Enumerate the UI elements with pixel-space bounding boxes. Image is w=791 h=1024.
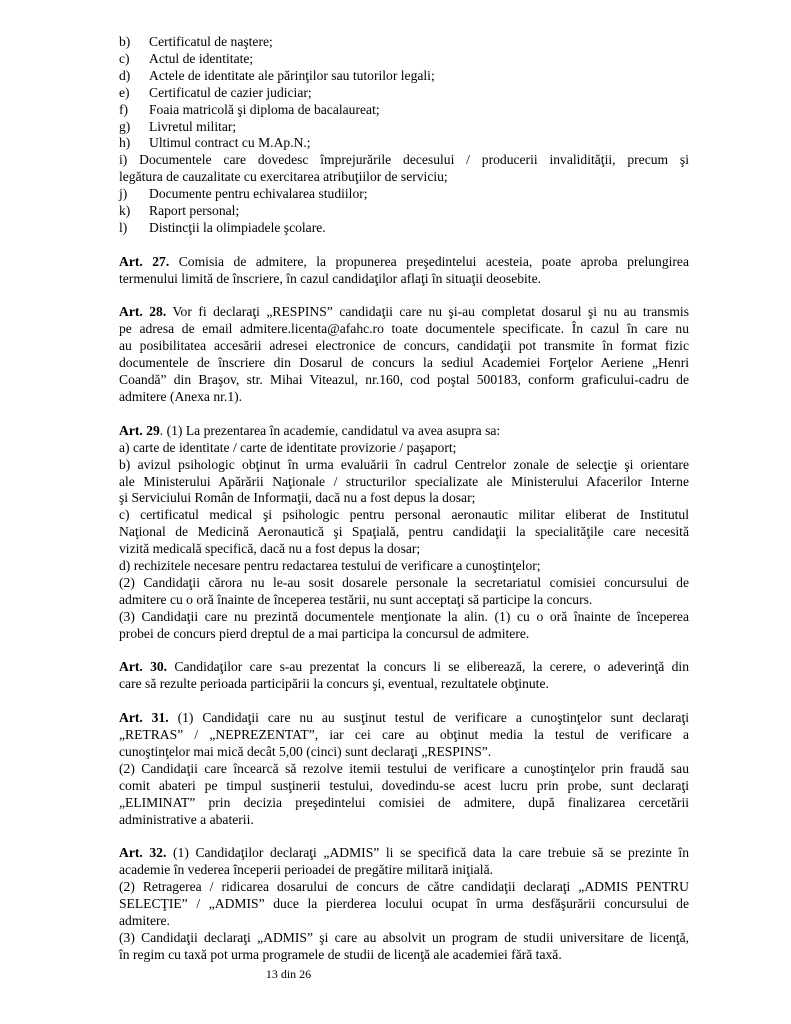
- list-item: [119, 34, 689, 51]
- article-heading: Art. 28.: [119, 304, 167, 320]
- list-marker: c): [119, 50, 130, 66]
- list-text: Certificatul de cazier judiciar;: [149, 84, 312, 100]
- article-27: Art. 27. Comisia de admitere, la propunerea preşedintelui acesteia, poate aproba prelungirea termenului limită de înscriere, în cazul candidaţilor aflaţi în situaţii deosebite.: [119, 253, 689, 286]
- list-text: Actul de identitate;: [149, 50, 254, 66]
- article-heading: Art. 32.: [119, 845, 167, 861]
- list-marker: d): [119, 67, 131, 83]
- article-heading: Art. 27.: [119, 253, 170, 269]
- list-text: Ultimul contract cu M.Ap.N.;: [149, 135, 311, 151]
- list-marker: e): [119, 84, 130, 100]
- list-text: Raport personal;: [149, 203, 240, 219]
- article-30: Art. 30. Candidaţilor care s-au prezentat la concurs li se eliberează, la cerere, o adeverinţă din care să rezulte perioada participării la concurs şi, eventual, rezultatele obţinute.: [119, 659, 689, 692]
- article-heading: Art. 29: [119, 422, 160, 438]
- list-item: [119, 135, 689, 152]
- list-text: Actele de identitate ale părinţilor sau tutorilor legali;: [149, 67, 435, 83]
- list-item: [119, 119, 689, 136]
- list-marker: h): [119, 135, 131, 151]
- list-item: [119, 68, 689, 85]
- article-heading: Art. 30.: [119, 659, 168, 675]
- list-item: [119, 220, 689, 237]
- list-top-2: [119, 186, 689, 237]
- list-item-i-line1: i) Documentele care dovedesc împrejurările decesului / producerii invalidităţii, precum şi: [119, 152, 689, 168]
- list-item: [119, 203, 689, 220]
- article-28: Art. 28. Vor fi declaraţi „RESPINS” candidaţii care nu şi-au completat dosarul şi nu au transmis pe adresa de email admitere.licenta@afahc.ro toate documentele specificate. În cazul în care nu au posibilitatea accesării adresei electronice de concurs, candidaţii pot transmite în format fizic documentele de înscriere din Dosarul de concurs la sediul Academiei Forţelor Aeriene „Henri Coandă” din Braşov, str. Mihai Viteazul, nr.160, cod poştal 500183, conform graficului-cadru de admitere (Anexa nr.1).: [119, 304, 689, 404]
- list-item: [119, 85, 689, 102]
- list-marker: f): [119, 101, 129, 117]
- list-marker: b): [119, 34, 131, 49]
- list-marker: j): [119, 186, 128, 202]
- list-text: Livretul militar;: [149, 118, 237, 134]
- article-heading: Art. 31.: [119, 710, 169, 726]
- list-text: Certificatul de naştere;: [149, 34, 273, 49]
- list-marker: k): [119, 203, 131, 219]
- list-text: Distincţii la olimpiadele şcolare.: [149, 219, 326, 235]
- list-item: [119, 51, 689, 68]
- page-number: 13 din 26: [265, 967, 312, 981]
- article-32: Art. 32. (1) Candidaţilor declaraţi „ADMIS” li se specifică data la care trebuie să se prezinte în academie în vederea începerii perioadei de pregătire militară iniţială. (2) Retragerea / ridicarea dosarului de concurs de către candidaţii declaraţi „ADMIS PENTRU SELECŢIE” / „ADMIS” duce la pierderea locului ocupat în urma desfăşurării concursului de admitere. (3) Candidaţii declaraţi „ADMIS” şi care au absolvit un program de studii universitare de licenţă, în regim cu taxă pot urma programele de studii de licenţă ale academiei fără taxă.: [119, 845, 689, 962]
- article-31: Art. 31. (1) Candidaţii care nu au susţinut testul de verificare a cunoştinţelor sunt declaraţi „RETRAS” / „NEPREZENTAT”, iar cei care au obţinut media la testul de verificare a cunoştinţelor mai mică decât 5,00 (cinci) sunt declaraţi „RESPINS”. (2) Candidaţii care încearcă să rezolve itemii testului de verificare a cunoştinţelor prin fraudă sau comit abateri pe timpul susţinerii testului, dovedindu-se acest lucru prin probe, sunt declaraţi „ELIMINAT” prin decizia preşedintelui comisiei de admitere, după finalizarea cercetării administrative a abaterii.: [119, 710, 689, 827]
- list-marker: l): [119, 219, 128, 235]
- list-text: Documente pentru echivalarea studiilor;: [149, 186, 368, 202]
- list-item: [119, 102, 689, 119]
- article-29: Art. 29. (1) La prezentarea în academie, candidatul va avea asupra sa: a) carte de identitate / carte de identitate provizorie / paşaport; b) avizul psihologic obţinut în urma evaluării în cadrul Centrelor zonale de selecţie şi orientare ale Ministerului Apărării Naţionale / structurilor specializate ale Ministerului Afacerilor Interne şi Serviciului Român de Informaţii, dacă nu a fost depus la dosar; c) certificatul medical şi psihologic pentru personal aeronautic militar eliberat de Institutul Naţional de Medicină Aeronautică şi Spaţială, pentru candidaţii la specialităţile care necesită vizită medicală specifică, dacă nu a fost depus la dosar; d) rechizitele necesare pentru redactarea testului de verificare a cunoştinţelor; (2) Candidaţii cărora nu le-au sosit dosarele personale la secretariatul comisiei concursului de admitere cu o oră înainte de începerea testării, nu sunt acceptaţi să participe la concurs. (3) Candidaţii care nu prezintă documentele menţionate la alin. (1) cu o oră înainte de începerea probei de concurs pierd dreptul de a mai participa la concursul de admitere.: [119, 422, 689, 641]
- document-page: [119, 34, 689, 964]
- list-item: [119, 186, 689, 203]
- page-footer: [0, 967, 791, 982]
- list-item-i-line2: legătura de cauzalitate cu exercitarea atribuţiilor de serviciu;: [119, 169, 448, 185]
- list-text: Foaia matricolă şi diploma de bacalaureat;: [149, 101, 380, 117]
- list-top: [119, 34, 689, 152]
- list-marker: g): [119, 118, 131, 134]
